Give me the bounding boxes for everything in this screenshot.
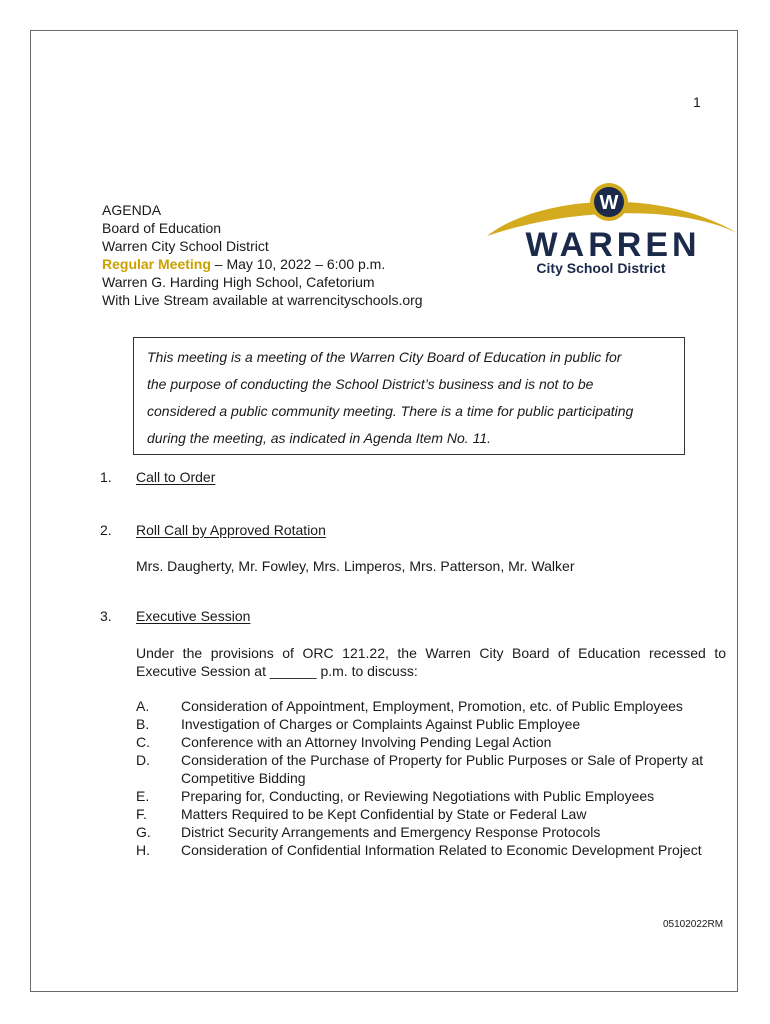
list-item-letter: D. (136, 752, 150, 768)
list-item (136, 697, 728, 715)
notice-line-1: This meeting is a meeting of the Warren City Board of Education in public for (147, 349, 622, 365)
list-item-text: Conference with an Attorney Involving Pending Legal Action (181, 734, 552, 750)
list-item (136, 751, 728, 787)
list-item-text: Consideration of Appointment, Employment, Promotion, etc. of Public Employees (181, 698, 683, 714)
list-item-text: Matters Required to be Kept Confidential by State or Federal Law (181, 806, 587, 822)
logo-emblem-letter: W (599, 192, 619, 214)
meeting-notice-box (133, 337, 685, 455)
list-item-letter: F. (136, 806, 147, 822)
list-item-text: Investigation of Charges or Complaints Against Public Employee (181, 716, 581, 732)
meeting-line (102, 255, 423, 273)
live-stream-note: With Live Stream available at warrencityschools.org (102, 292, 423, 308)
item-2-title: Roll Call by Approved Rotation (136, 522, 326, 538)
list-item (136, 823, 728, 841)
item-3-number: 3. (100, 608, 112, 624)
document-code: 05102022RM (663, 919, 724, 930)
notice-line-3: considered a public community meeting. There is a time for public participating (147, 403, 634, 419)
executive-session-text: Under the provisions of ORC 121.22, the Warren City Board of Education recessed to Executive Session at ______ p.m. to discuss: (136, 645, 726, 679)
meeting-location: Warren G. Harding High School, Cafetorium (102, 274, 375, 290)
item-2-number: 2. (100, 522, 112, 538)
agenda-title: AGENDA (102, 202, 162, 218)
list-item-text: Preparing for, Conducting, or Reviewing Negotiations with Public Employees (181, 788, 655, 804)
list-item-letter: H. (136, 842, 150, 858)
roll-call-names: Mrs. Daugherty, Mr. Fowley, Mrs. Limperos, Mrs. Patterson, Mr. Walker (136, 558, 575, 574)
list-item-text: District Security Arrangements and Emergency Response Protocols (181, 824, 601, 840)
logo-subtitle: City School District (536, 260, 666, 276)
board-name: Board of Education (102, 220, 222, 236)
list-item-letter: E. (136, 788, 150, 804)
list-item (136, 787, 728, 805)
list-item-letter: C. (136, 734, 150, 750)
list-item-letter: B. (136, 716, 150, 732)
logo-wordmark: WARREN (525, 226, 701, 264)
item-3-title: Executive Session (136, 608, 251, 624)
list-item (136, 715, 728, 733)
list-item-letter: G. (136, 824, 151, 840)
list-item-letter: A. (136, 698, 150, 714)
agenda-header (102, 201, 423, 309)
list-item (136, 733, 728, 751)
meeting-type: Regular Meeting (102, 256, 211, 272)
list-item (136, 805, 728, 823)
warren-logo (485, 178, 740, 278)
executive-session-list (136, 697, 728, 859)
page-number: 1 (693, 94, 701, 110)
meeting-datetime: – May 10, 2022 – 6:00 p.m. (210, 256, 386, 272)
list-item-text: Consideration of Confidential Information Related to Economic Development Project (181, 842, 702, 858)
item-1-number: 1. (100, 469, 112, 485)
notice-line-4: during the meeting, as indicated in Agenda Item No. 11. (147, 430, 491, 446)
item-1-title: Call to Order (136, 469, 216, 485)
district-name: Warren City School District (102, 238, 269, 254)
notice-line-2: the purpose of conducting the School District’s business and is not to be (147, 376, 594, 392)
list-item-text: Consideration of the Purchase of Property for Public Purposes or Sale of Property at Competitive Bidding (181, 752, 704, 786)
list-item (136, 841, 728, 859)
